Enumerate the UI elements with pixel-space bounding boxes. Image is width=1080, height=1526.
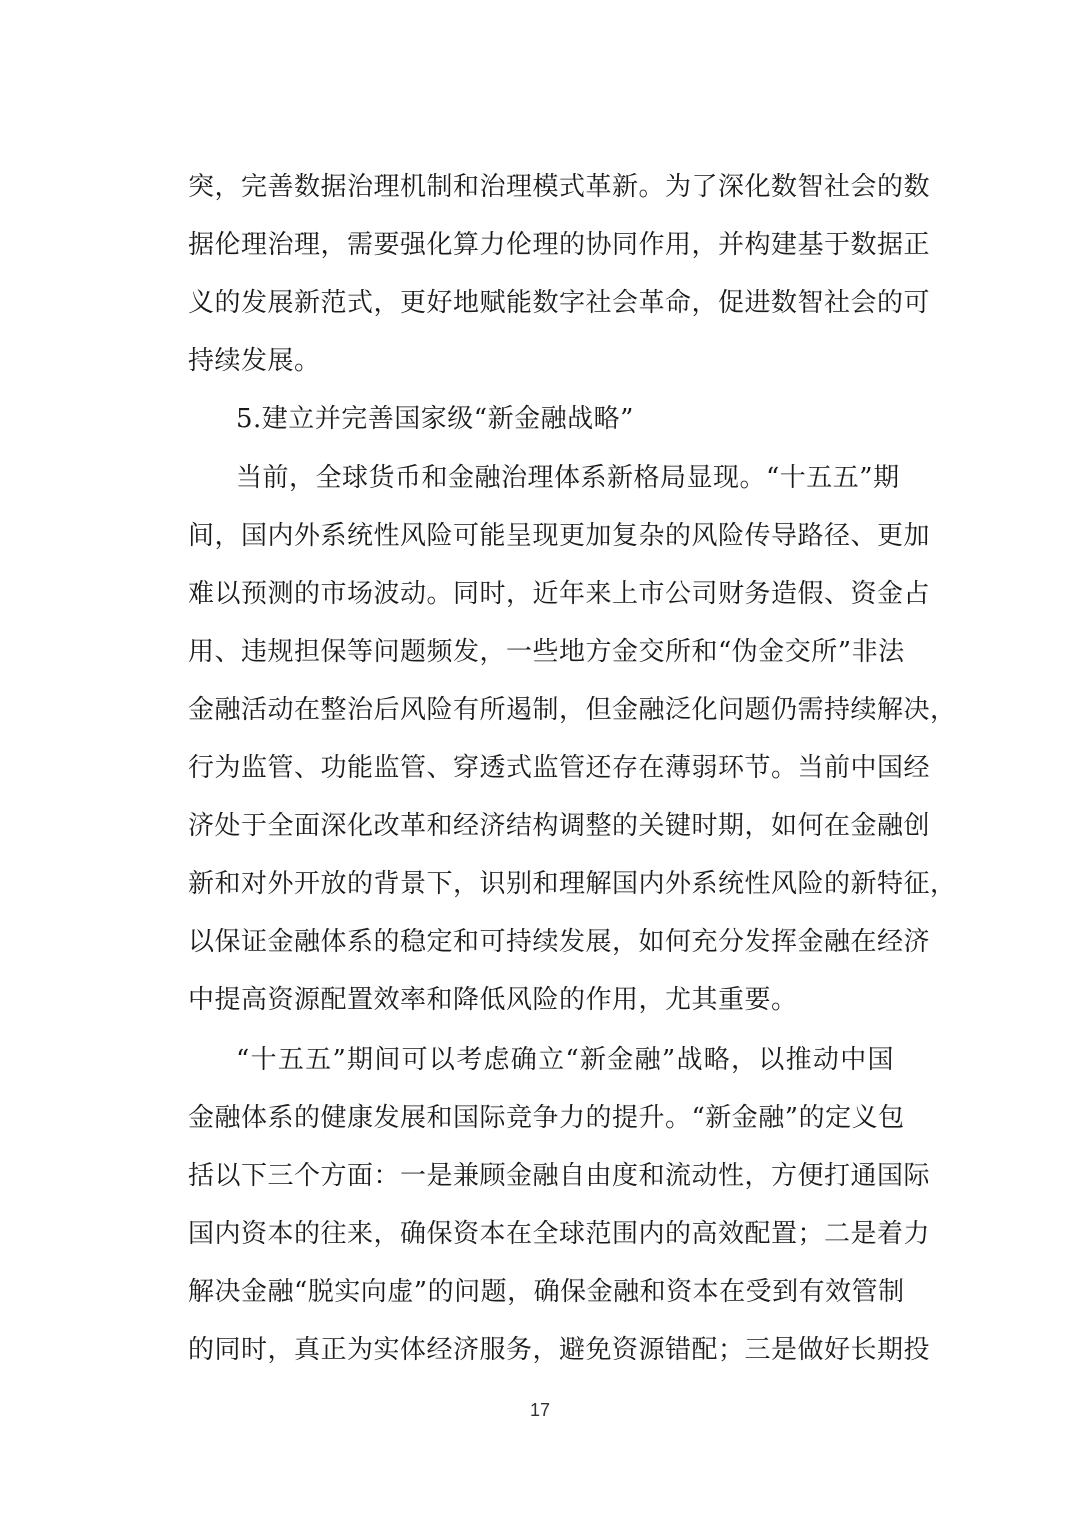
text-line: 用、违规担保等问题频发，一些地方金交所和“伪金交所”非法 (188, 637, 905, 667)
text-line: 持续发展。 (188, 346, 321, 376)
text-line: 金融活动在整治后风险有所遏制，但金融泛化问题仍需持续解决， (188, 695, 957, 725)
text-line: 难以预测的市场波动。同时，近年来上市公司财务造假、资金占 (188, 579, 931, 609)
text-line: 的同时，真正为实体经济服务，避免资源错配；三是做好长期投 (188, 1335, 931, 1365)
text-line: 行为监管、功能监管、穿透式监管还存在薄弱环节。当前中国经 (188, 753, 931, 783)
text-line: 当前，全球货币和金融治理体系新格局显现。“十五五”期 (236, 463, 900, 493)
text-line: 义的发展新范式，更好地赋能数字社会革命，促进数智社会的可 (188, 288, 931, 318)
text-line: 金融体系的健康发展和国际竞争力的提升。“新金融”的定义包 (188, 1103, 905, 1133)
text-line: 济处于全面深化改革和经济结构调整的关键时期，如何在金融创 (188, 811, 931, 841)
page-number: 17 (529, 1400, 551, 1420)
text-line: 新和对外开放的背景下，识别和理解国内外系统性风险的新特征， (188, 869, 957, 899)
section-heading: 5.建立并完善国家级“新金融战略” (236, 404, 634, 434)
text-line: 中提高资源配置效率和降低风险的作用，尤其重要。 (188, 985, 798, 1015)
text-line: 以保证金融体系的稳定和可持续发展，如何充分发挥金融在经济 (188, 927, 931, 957)
text-line: “十五五”期间可以考虑确立“新金融”战略，以推动中国 (236, 1045, 894, 1075)
text-line: 据伦理治理，需要强化算力伦理的协同作用，并构建基于数据正 (188, 230, 931, 260)
text-line: 间，国内外系统性风险可能呈现更加复杂的风险传导路径、更加 (188, 521, 931, 551)
paragraph-new-finance-strategy (188, 1031, 931, 1379)
text-line: 国内资本的往来，确保资本在全球范围内的高效配置；二是着力 (188, 1219, 931, 1249)
text-line: 解决金融“脱实向虚”的问题，确保金融和资本在受到有效管制 (188, 1277, 905, 1307)
paragraph-continued (188, 158, 931, 390)
text-line: 突，完善数据治理机制和治理模式革新。为了深化数智社会的数 (188, 172, 931, 202)
text-line: 括以下三个方面：一是兼顾金融自由度和流动性，方便打通国际 (188, 1161, 931, 1191)
paragraph-current-situation (188, 449, 957, 1029)
